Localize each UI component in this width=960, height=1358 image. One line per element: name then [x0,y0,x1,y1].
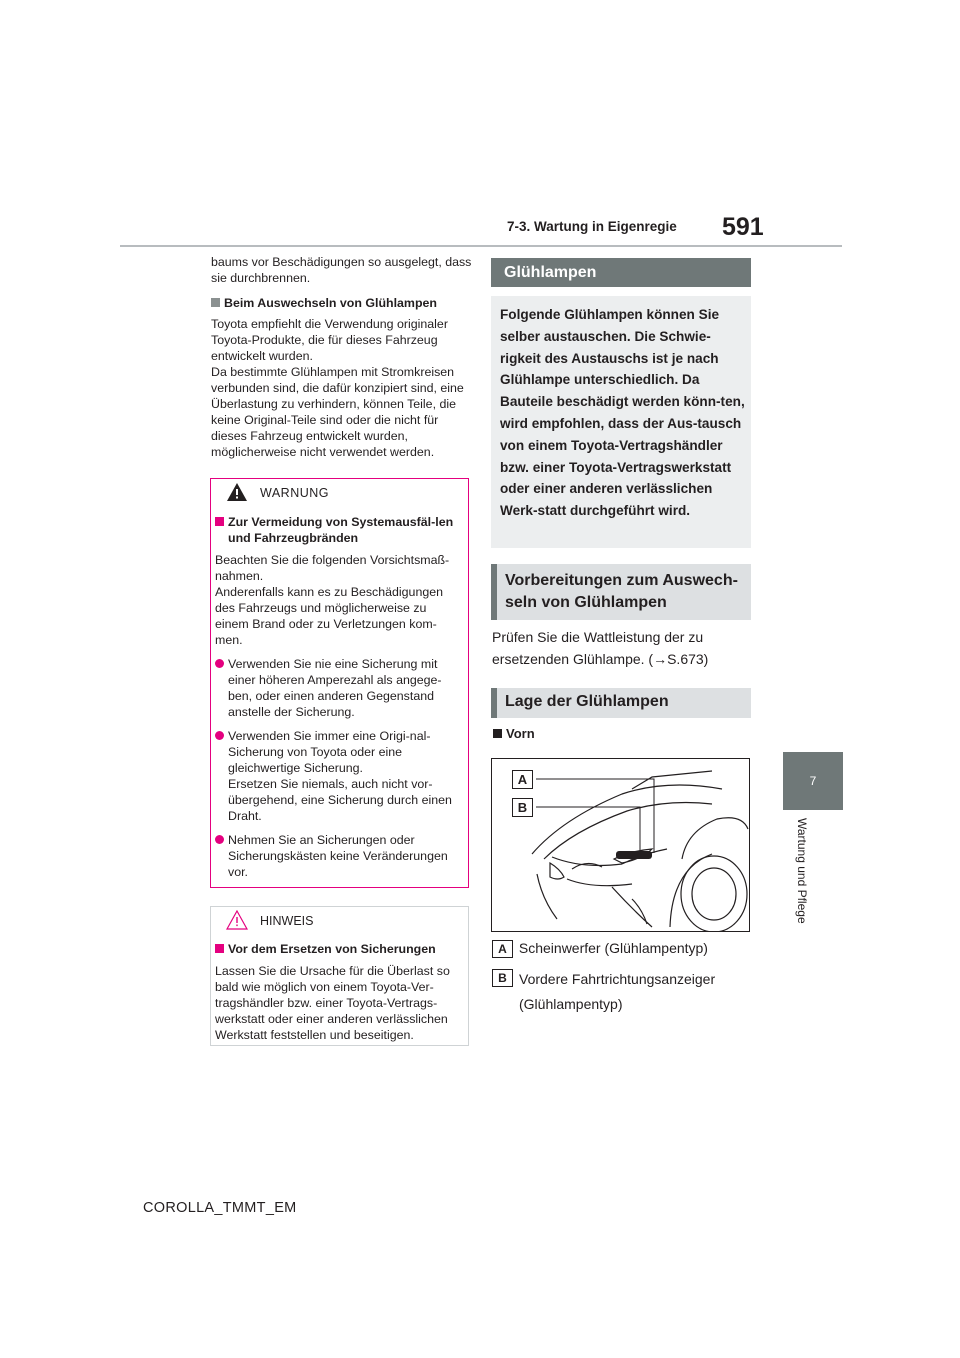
warning-text: Beachten Sie die folgenden Vorsichtsmaß-nahmen. [215,553,450,583]
glühlampen-heading: Glühlampen [491,258,751,287]
callout-b: B [512,798,533,817]
warning-content [215,514,460,880]
warning-bullet: Verwenden Sie nie eine Sicherung mit einer höheren Amperezahl als angege-ben, oder einen anderen Gegenstand anstelle der Sicherung. [215,656,460,720]
warning-text-2: Anderenfalls kann es zu Beschädigungen des Fahrzeugs und möglicherweise zu einem Brand oder zu Verletzungen kom-men. [215,585,444,647]
square-bullet-icon [493,729,502,738]
chapter-label: Wartung und Pflege [795,818,809,924]
footer-model: COROLLA_TMMT_EM [143,1200,297,1216]
replacement-body: Toyota empfiehlt die Verwendung originaler Toyota-Produkte, die für dieses Fahrzeug entwickelt wurden. [211,317,448,363]
warning-bullet-continued: Ersetzen Sie niemals, auch nicht vor-übergehend, eine Sicherung durch einen Draht. [228,777,452,823]
section-title: 7-3. Wartung in Eigenregie [507,219,677,234]
location-heading: Lage der Glühlampen [491,688,751,718]
note-title: HINWEIS [260,914,314,928]
intro-panel-text: Folgende Glühlampen können Sie selber austauschen. Die Schwie-rigkeit des Austauschs ist je nach Glühlampe unterschiedlich. Da Bauteile beschädigt werden könn-ten, wird empfohlen, dass der Aus-tausch von einem Toyota-Vertragshändler bzw. einer Toyota-Vertragswerkstatt oder einer anderen verlässlichen Werk-statt durchgeführt wird. [500,307,745,519]
intro-text: baums vor Beschädigungen so ausgelegt, dass sie durchbrennen. [211,255,472,285]
page-number: 591 [722,213,764,241]
headlight-figure [491,758,750,932]
chapter-tab: 7 [783,752,843,810]
left-intro [211,254,473,460]
warning-title: WARNUNG [260,486,330,500]
note-text: Lassen Sie die Ursache für die Überlast so bald wie möglich von einem Toyota-Ver-tragshändler bzw. einer Toyota-Vertrags-werkstatt oder einer anderen verlässlichen Werkstatt feststellen und beseitigen. [215,964,450,1042]
dot-bullet-icon [215,659,224,668]
dot-bullet-icon [215,835,224,844]
legend-key-b: B [492,969,513,987]
legend-key-a: A [492,940,513,958]
preparation-text: Prüfen Sie die Wattleistung der zu ersetzenden Glühlampe. (→S.673) [492,629,709,667]
replacement-body-2: Da bestimmte Glühlampen mit Stromkreisen verbunden sind, die dafür konzipiert sind, eine Überlastung zu verhindern, können Teile, die keine Original-Teile sind oder die nicht für dieses Fahrzeug entwickelt wurden, möglicherweise nicht verwendet werden. [211,365,464,459]
front-label: Vorn [493,726,535,741]
square-bullet-icon [215,944,224,953]
dot-bullet-icon [215,731,224,740]
legend-item-b: B Vordere Fahrtrichtungsanzeiger (Glühlampentyp) [492,967,750,1017]
note-content [215,941,460,1043]
caution-triangle-icon [226,910,248,935]
replacement-subheading: Beim Auswechseln von Glühlampen [211,295,473,311]
legend-item-a: A Scheinwerfer (Glühlampentyp) [492,937,750,959]
note-heading: Vor dem Ersetzen von Sicherungen [215,941,460,957]
warning-bullet: Verwenden Sie immer eine Origi-nal-Sicherung von Toyota oder eine gleichwertige Sicherung. [215,728,460,776]
square-bullet-icon [215,517,224,526]
preparation-heading: Vorbereitungen zum Auswech-seln von Glühlampen [491,564,751,620]
warning-triangle-icon [226,482,248,507]
warning-heading: Zur Vermeidung von Systemausfäl-len und Fahrzeugbränden [215,514,460,546]
square-bullet-icon [211,298,220,307]
warning-bullet: Nehmen Sie an Sicherungen oder Sicherungskästen keine Veränderungen vor. [215,832,460,880]
callout-a: A [512,770,533,789]
header-rule [120,245,842,247]
